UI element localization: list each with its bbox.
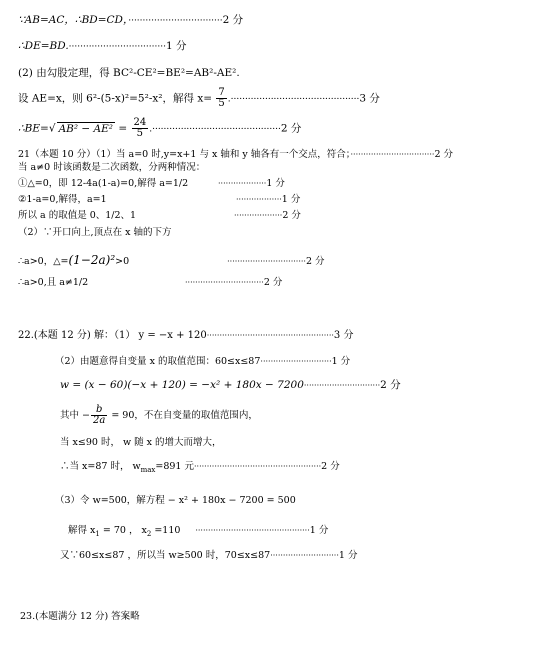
score: 1 分: [165, 40, 187, 52]
leader-dots: ··································: [68, 42, 166, 52]
score: 1 分: [309, 525, 329, 536]
text: 当 x≤90 时， w 随 x 的增大而增大，: [60, 437, 222, 448]
text: (2) 由勾股定理，得 BC²-CE²=BE²=AB²-AE².: [18, 67, 240, 79]
line-q22-axis: [60, 405, 258, 426]
text: （2）∵开口向上,顶点在 x 轴的下方: [18, 227, 172, 238]
line-q22-range: [55, 355, 350, 368]
score: 2 分: [280, 122, 302, 135]
leader-dots: ··················································: [194, 462, 322, 471]
leader-dots: ····························: [260, 357, 332, 366]
text-tail: >0: [115, 256, 130, 267]
text-mid: = 70 ， x: [99, 525, 147, 536]
text-tail: = 90，不在自变量的取值范围内，: [108, 410, 258, 421]
line-q22-part1: [18, 329, 353, 342]
text: 23.(本题满分 12 分) 答案略: [20, 611, 140, 622]
score: 3 分: [333, 330, 354, 341]
numerator: b: [91, 405, 107, 416]
leader-dots: ·············································: [195, 526, 310, 535]
leader-dots: ······························: [303, 381, 381, 390]
fraction: [216, 88, 226, 109]
text: （3）令 w=500，解方程 − x² + 180x − 7200 = 500: [55, 495, 296, 506]
text: ②1-a=0,解得，a=1: [18, 194, 107, 205]
text: ∴a>0,且 a≠1/2: [18, 277, 89, 288]
leader-dots: .·············································: [149, 124, 281, 135]
line-q21-case2: [18, 193, 300, 206]
leader-dots: ·······························: [227, 257, 306, 266]
line-q22-max: [60, 460, 340, 477]
leader-dots: ··················································: [206, 331, 334, 340]
leader-dots: .·············································: [227, 94, 360, 105]
text: （2）由题意得自变量 x 的取值范围：60≤x≤87: [55, 356, 261, 367]
line-q21-part1: [18, 148, 453, 161]
line-q23: [20, 610, 140, 623]
score: 2 分: [282, 210, 301, 221]
line-q21-part2: [18, 226, 171, 239]
line-be: [18, 118, 301, 139]
text: ∴DE=BD.: [18, 40, 69, 52]
expression: (1−2a)²: [68, 253, 116, 267]
subscript: 2: [146, 529, 152, 538]
text: ∴当 x=87 时， w: [60, 461, 141, 472]
text-tail: =110: [151, 525, 181, 536]
text: ∵AB=AC，∴BD=CD，: [18, 14, 129, 26]
score: 2 分: [434, 149, 454, 160]
line-q21-conclusion: [18, 209, 301, 222]
text: 解得 x: [68, 525, 96, 536]
score: 1 分: [266, 178, 285, 189]
sqrt-body: AB² − AE²: [58, 122, 114, 135]
fraction: [91, 405, 107, 426]
denominator: 5: [136, 128, 144, 139]
score: 2 分: [321, 461, 340, 472]
denominator: 2a: [92, 415, 106, 426]
text: 其中 −: [60, 410, 90, 421]
fraction: [132, 118, 149, 139]
score: 2 分: [380, 379, 401, 391]
score: 3 分: [359, 92, 380, 105]
line-q22-roots: [68, 524, 328, 541]
text: 当 a≠0 时该函数是二次函数，分两种情况：: [18, 162, 206, 173]
leader-dots: ·································: [350, 150, 435, 159]
text-tail: =891 元: [155, 461, 194, 472]
line-q22-increasing: [60, 436, 222, 449]
sqrt-sign: √: [48, 122, 56, 135]
leader-dots: ·································: [128, 16, 223, 26]
text: 设 AE=x，则 6²-(5-x)²=5²-x²，解得 x=: [18, 92, 213, 105]
text: 21（本题 10 分）（1）当 a=0 时,y=x+1 与 x 轴和 y 轴各有一个交点，符合；: [18, 149, 351, 160]
leader-dots: ···················: [218, 179, 267, 188]
leader-dots: ··················: [236, 195, 282, 204]
line-q21-discriminant: [18, 254, 325, 268]
score: 1 分: [281, 194, 301, 205]
line-de-bd: [18, 40, 186, 54]
denominator: 5: [218, 98, 225, 109]
text: ∴BE=: [18, 122, 49, 135]
line-pythagoras: [18, 67, 240, 80]
score: 2 分: [222, 14, 244, 26]
text: 所以 a 的取值是 0、1/2、1: [18, 210, 137, 221]
line-proof-bd-cd: [18, 14, 243, 28]
text: ∴a>0，△=: [18, 256, 69, 267]
leader-dots: ···························: [270, 551, 339, 560]
numerator: 7: [218, 87, 225, 98]
line-solve-x: [18, 88, 380, 109]
score: 1 分: [338, 550, 358, 561]
line-q22-part3: [55, 494, 296, 507]
line-q22-w-formula: [60, 379, 401, 392]
numerator: 24: [133, 117, 147, 128]
score: 1 分: [331, 356, 351, 367]
subscript: max: [140, 465, 156, 474]
line-q21-cases: [18, 161, 205, 174]
text: 又∵60≤x≤87 ，所以当 w≥500 时，70≤x≤87: [60, 550, 271, 561]
leader-dots: ·······························: [185, 278, 264, 287]
line-q21-case1: [18, 177, 285, 190]
line-q21-answer: [18, 276, 282, 289]
leader-dots: ···················: [234, 211, 283, 220]
formula: w = (x − 60)(−x + 120) = −x² + 180x − 7200: [60, 379, 304, 391]
subscript: 1: [95, 529, 100, 538]
score: 2 分: [305, 256, 325, 267]
equals: =: [115, 122, 131, 135]
text: 22.(本题 12 分) 解：（1） y = −x + 120: [18, 330, 207, 341]
text: ①△=0，即 12-4a(1-a)=0,解得 a=1/2: [18, 178, 189, 189]
score: 2 分: [263, 277, 283, 288]
line-q22-conclusion: [60, 549, 357, 562]
